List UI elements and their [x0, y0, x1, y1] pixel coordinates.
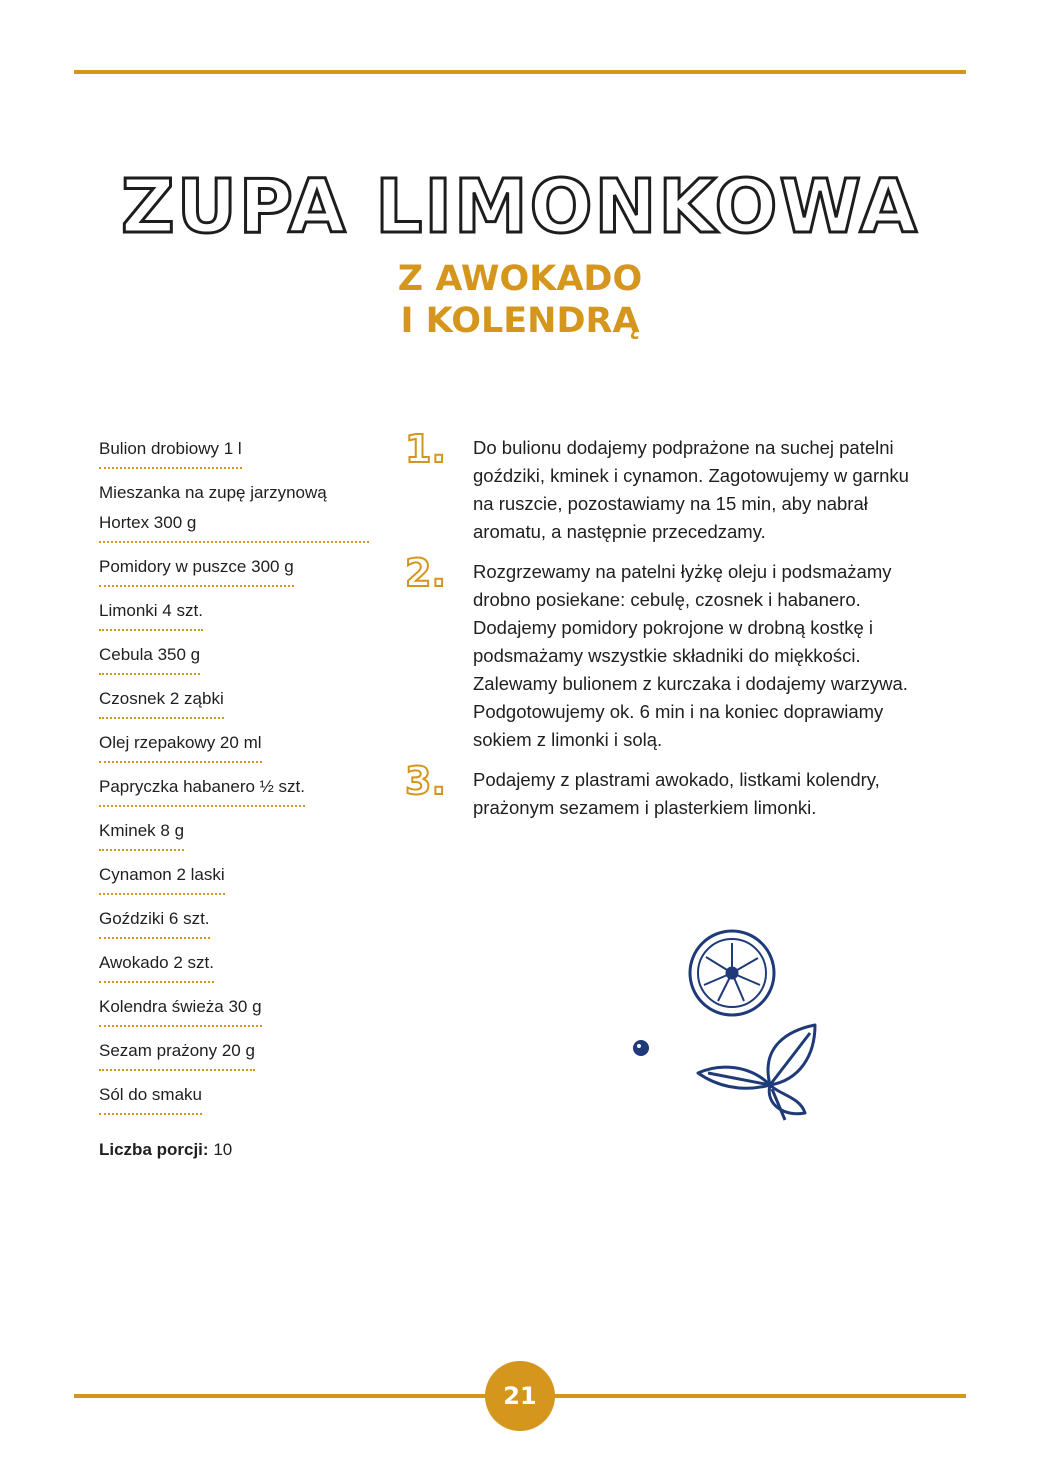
ingredients-list — [99, 434, 399, 1124]
ingredient-item: Cynamon 2 laski — [99, 860, 225, 895]
ingredient-item: Bulion drobiowy 1 l — [99, 434, 242, 469]
lime-slice-icon — [690, 931, 774, 1015]
blueberry-icon — [633, 1040, 649, 1056]
step-item — [405, 759, 925, 822]
portions-value: 10 — [213, 1140, 233, 1159]
step-number: 2. — [405, 551, 446, 595]
ingredient-item: Pomidory w puszce 300 g — [99, 552, 294, 587]
step-number: 3. — [405, 759, 446, 803]
subtitle-line-1: Z AWOKADO — [397, 259, 643, 299]
ingredient-item: Kminek 8 g — [99, 816, 184, 851]
step-item — [405, 551, 925, 754]
top-rule — [74, 70, 966, 74]
ingredient-item: Cebula 350 g — [99, 640, 200, 675]
step-number: 1. — [405, 427, 446, 471]
recipe-title: ZUPA LIMONKOWA — [121, 164, 919, 250]
ingredient-item: Papryczka habanero ½ szt. — [99, 772, 305, 807]
ingredient-item: Kolendra świeża 30 g — [99, 992, 262, 1027]
step-text: Podajemy z plastrami awokado, listkami kolendry, prażonym sezamem i plasterkiem limonki. — [473, 769, 880, 818]
steps-list — [405, 427, 925, 834]
step-text: Do bulionu dodajemy podprażone na suchej patelni goździki, kminek i cynamon. Zagotowujemy w garnku na ruszcie, pozostawiamy na 15 min, aby nabrał aromatu, a następnie przecedzamy. — [473, 437, 909, 542]
step-item — [405, 427, 925, 546]
mint-leaves-icon — [698, 1025, 815, 1120]
ingredient-item: Mieszanka na zupę jarzynową Hortex 300 g — [99, 478, 369, 543]
ingredient-item: Sezam prażony 20 g — [99, 1036, 255, 1071]
ingredient-item: Awokado 2 szt. — [99, 948, 214, 983]
ingredient-item: Sól do smaku — [99, 1080, 202, 1115]
portions-label: Liczba porcji: — [99, 1140, 209, 1159]
recipe-subtitle — [0, 258, 1040, 342]
page-number: 21 — [485, 1361, 555, 1431]
subtitle-line-2: I KOLENDRĄ — [400, 301, 640, 341]
ingredient-item: Czosnek 2 ząbki — [99, 684, 224, 719]
portions-info — [99, 1137, 232, 1163]
ingredient-item: Limonki 4 szt. — [99, 596, 203, 631]
illustration — [620, 925, 820, 1125]
ingredient-item: Goździki 6 szt. — [99, 904, 210, 939]
step-text: Rozgrzewamy na patelni łyżkę oleju i podsmażamy drobno posiekane: cebulę, czosnek i habanero. Dodajemy pomidory pokrojone w drobną kostkę i podsmażamy wszystkie składniki do miękkości. Zalewamy bulionem z kurczaka i dodajemy warzywa. Podgotowujemy ok. 6 min i na koniec doprawiamy sokiem z limonki i solą. — [473, 561, 908, 750]
ingredient-item: Olej rzepakowy 20 ml — [99, 728, 262, 763]
